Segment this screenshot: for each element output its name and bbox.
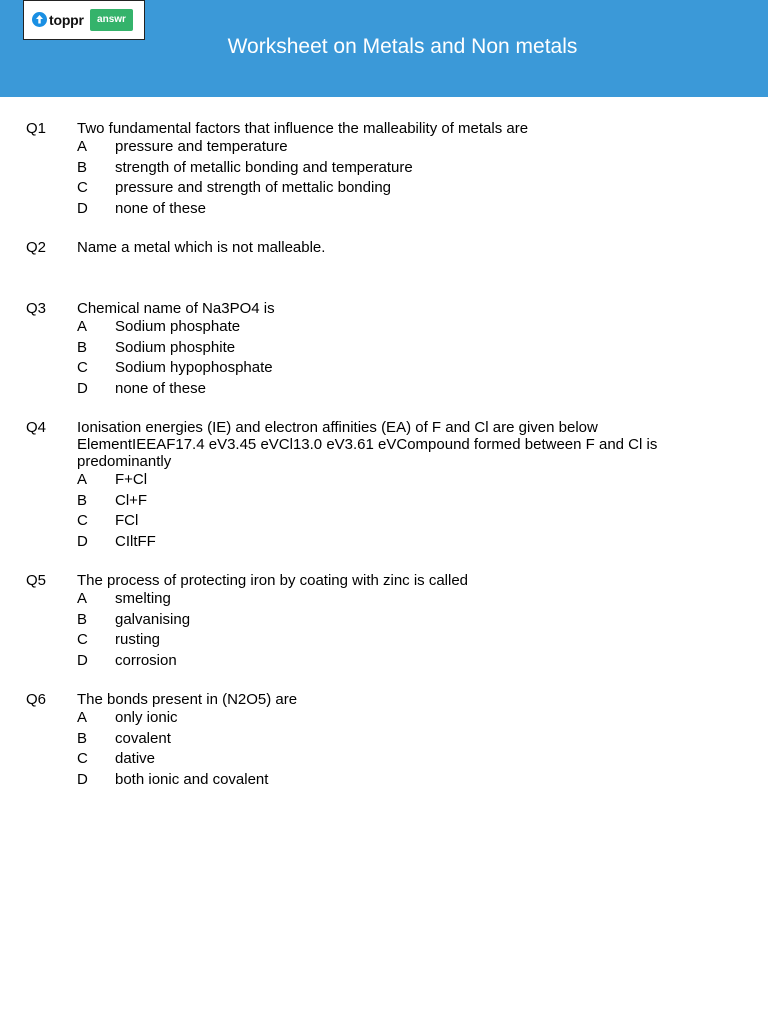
option-row <box>0 770 768 791</box>
option-letter: B <box>77 729 88 747</box>
option-row <box>0 749 768 770</box>
option-text: Sodium hypophosphate <box>115 359 273 376</box>
worksheet-questions <box>0 118 768 808</box>
option-letter: D <box>77 532 88 550</box>
question-text: Two fundamental factors that influence the malleability of metals are <box>77 120 529 137</box>
option-text: strength of metallic bonding and temperature <box>115 158 413 176</box>
option-row <box>0 137 768 158</box>
answer-space <box>0 256 768 280</box>
option-row <box>0 589 768 610</box>
option-row <box>0 630 768 651</box>
option-row <box>0 651 768 672</box>
option-letter: B <box>77 338 88 356</box>
option-row <box>0 729 768 750</box>
option-row <box>0 708 768 729</box>
toppr-arrow-icon <box>32 12 47 27</box>
question-4 <box>0 417 768 552</box>
option-text: none of these <box>115 199 206 217</box>
option-text: F+Cl <box>115 471 148 488</box>
option-letter: C <box>77 631 88 648</box>
option-row <box>0 511 768 532</box>
question-6 <box>0 689 768 790</box>
option-letter: B <box>77 610 88 628</box>
option-text: pressure and temperature <box>115 138 288 155</box>
option-letter: D <box>77 770 88 788</box>
option-text: Cl+F <box>115 491 148 509</box>
option-letter: C <box>77 359 88 376</box>
option-row <box>0 532 768 553</box>
question-3 <box>0 298 768 399</box>
question-number: Q2 <box>26 239 47 256</box>
option-text: smelting <box>115 590 171 607</box>
option-text: pressure and strength of mettalic bonding <box>115 179 391 196</box>
option-text: both ionic and covalent <box>115 770 269 788</box>
option-row <box>0 491 768 512</box>
option-letter: A <box>77 138 88 155</box>
option-text: CIltFF <box>115 532 156 550</box>
question-number: Q4 <box>26 419 47 436</box>
option-letter: C <box>77 750 88 767</box>
question-2 <box>0 237 768 280</box>
question-text: Ionisation energies (IE) and electron affinities (EA) of F and Cl are given below ElementIEEAF17.4 eV3.45 eVCl13.0 eV3.61 eVCompound formed between F and Cl is predominantly <box>77 419 658 470</box>
option-letter: A <box>77 709 88 726</box>
question-text: Chemical name of Na3PO4 is <box>77 300 275 317</box>
option-row <box>0 358 768 379</box>
option-text: only ionic <box>115 709 178 726</box>
page-title: Worksheet on Metals and Non metals <box>227 35 578 58</box>
brand-name: toppr <box>49 12 84 28</box>
option-row <box>0 178 768 199</box>
question-text: The bonds present in (N2O5) are <box>77 691 298 708</box>
option-row <box>0 199 768 220</box>
question-number: Q3 <box>26 300 47 317</box>
option-row <box>0 610 768 631</box>
option-text: Sodium phosphite <box>115 338 236 356</box>
question-number: Q6 <box>26 691 47 708</box>
option-row <box>0 470 768 491</box>
option-row <box>0 379 768 400</box>
question-number: Q5 <box>26 572 47 589</box>
option-letter: B <box>77 491 88 509</box>
option-letter: C <box>77 512 88 529</box>
option-letter: D <box>77 199 88 217</box>
option-letter: A <box>77 471 88 488</box>
option-letter: C <box>77 179 88 196</box>
option-letter: D <box>77 379 88 397</box>
option-letter: B <box>77 158 88 176</box>
option-text: galvanising <box>115 610 191 628</box>
option-letter: D <box>77 651 88 669</box>
question-1 <box>0 118 768 219</box>
option-text: dative <box>115 750 156 767</box>
question-text: The process of protecting iron by coating with zinc is called <box>77 572 469 589</box>
option-text: covalent <box>115 729 171 747</box>
option-row <box>0 317 768 338</box>
option-text: rusting <box>115 631 161 648</box>
option-text: corrosion <box>115 651 177 669</box>
option-row <box>0 158 768 179</box>
option-text: FCl <box>115 512 139 529</box>
option-row <box>0 338 768 359</box>
question-5 <box>0 570 768 671</box>
question-text: Name a metal which is not malleable. <box>77 239 326 256</box>
option-letter: A <box>77 590 88 607</box>
option-text: Sodium phosphate <box>115 318 241 335</box>
brand-badge: answr <box>90 9 133 31</box>
header-banner <box>0 0 768 97</box>
option-letter: A <box>77 318 88 335</box>
option-text: none of these <box>115 379 206 397</box>
question-number: Q1 <box>26 120 47 137</box>
